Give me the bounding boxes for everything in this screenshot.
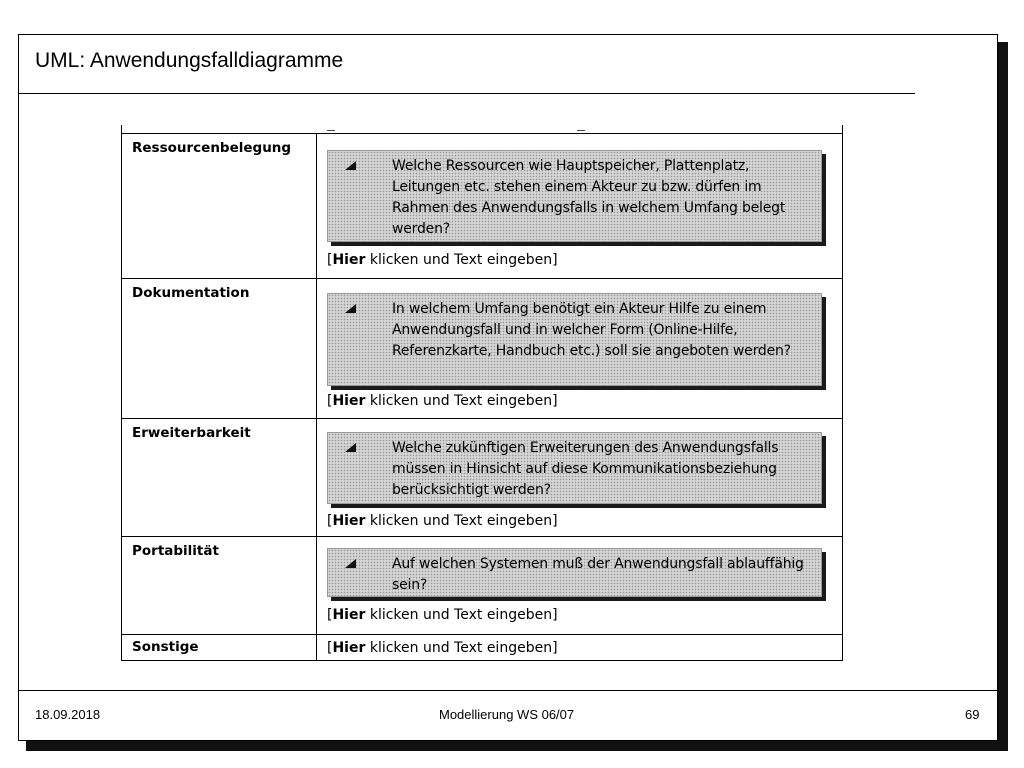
- footer-page-number: 69: [965, 707, 980, 722]
- footer-date: 18.09.2018: [35, 707, 101, 722]
- row-label: Ressourcenbelegung: [132, 140, 292, 156]
- triangle-marker-icon: [345, 443, 356, 452]
- hint-text: Auf welchen Systemen muß der Anwendungsfall ablauffähig sein?: [392, 556, 804, 593]
- label-cell: [122, 134, 317, 278]
- click-bold-word: Hier: [332, 607, 366, 623]
- click-rest-text: klicken und Text eingeben]: [365, 513, 558, 529]
- click-to-enter-text[interactable]: [327, 513, 558, 529]
- click-bold-word: Hier: [332, 640, 366, 656]
- hint-text: In welchem Umfang benötigt ein Akteur Hilfe zu einem Anwendungsfall und in welcher Form (Online-Hilfe, Referenzkarte, Handbuch etc.) soll sie angeboten werden?: [392, 301, 791, 359]
- hint-box: [327, 548, 822, 597]
- click-rest-text: klicken und Text eingeben]: [365, 607, 558, 623]
- footer-divider: [19, 690, 997, 691]
- hint-box: [327, 293, 822, 386]
- fragment-mark: [577, 125, 585, 131]
- bracket-open: [: [327, 640, 333, 656]
- slide-title: UML: Anwendungsfalldiagramme: [35, 49, 344, 72]
- hint-text: Welche Ressourcen wie Hauptspeicher, Plattenplatz, Leitungen etc. stehen einem Akteur zu bzw. dürfen im Rahmen des Anwendungsfalls in welchem Umfang belegt werden?: [392, 158, 786, 237]
- bracket-open: [: [327, 393, 333, 409]
- table-row-sonstige: [121, 634, 843, 661]
- click-rest-text: klicken und Text eingeben]: [365, 393, 558, 409]
- click-to-enter-text[interactable]: [327, 640, 558, 656]
- click-rest-text: klicken und Text eingeben]: [365, 640, 558, 656]
- click-bold-word: Hier: [332, 513, 366, 529]
- label-cell: [122, 635, 317, 660]
- table-row-ressourcenbelegung: [121, 133, 843, 278]
- hint-box: [327, 432, 822, 504]
- document-scan: [121, 125, 843, 661]
- click-to-enter-text[interactable]: [327, 252, 558, 268]
- bracket-open: [: [327, 607, 333, 623]
- bracket-open: [: [327, 513, 333, 529]
- click-bold-word: Hier: [332, 252, 366, 268]
- table-row-erweiterbarkeit: [121, 418, 843, 536]
- bracket-open: [: [327, 252, 333, 268]
- click-bold-word: Hier: [332, 393, 366, 409]
- triangle-marker-icon: [345, 559, 356, 568]
- click-to-enter-text[interactable]: [327, 607, 558, 623]
- row-label: Dokumentation: [132, 285, 250, 301]
- row-label: Erweiterbarkeit: [132, 425, 251, 441]
- hint-box: [327, 150, 822, 242]
- table-top-fragment: [121, 125, 843, 133]
- click-to-enter-text[interactable]: [327, 393, 558, 409]
- click-rest-text: klicken und Text eingeben]: [365, 252, 558, 268]
- footer-course: Modellierung WS 06/07: [439, 707, 575, 722]
- label-cell: [122, 537, 317, 634]
- table-row-portabilitaet: [121, 536, 843, 634]
- hint-text: Welche zukünftigen Erweiterungen des Anwendungsfalls müssen in Hinsicht auf diese Kommunikationsbeziehung berücksichtigt werden?: [392, 440, 779, 498]
- label-cell: [122, 419, 317, 536]
- triangle-marker-icon: [345, 161, 356, 170]
- slide: [18, 34, 998, 741]
- row-label: Portabilität: [132, 543, 219, 559]
- row-label: Sonstige: [132, 639, 199, 655]
- fragment-mark: [327, 125, 335, 131]
- title-divider: [19, 93, 915, 94]
- triangle-marker-icon: [345, 304, 356, 313]
- label-cell: [122, 279, 317, 418]
- table-row-dokumentation: [121, 278, 843, 418]
